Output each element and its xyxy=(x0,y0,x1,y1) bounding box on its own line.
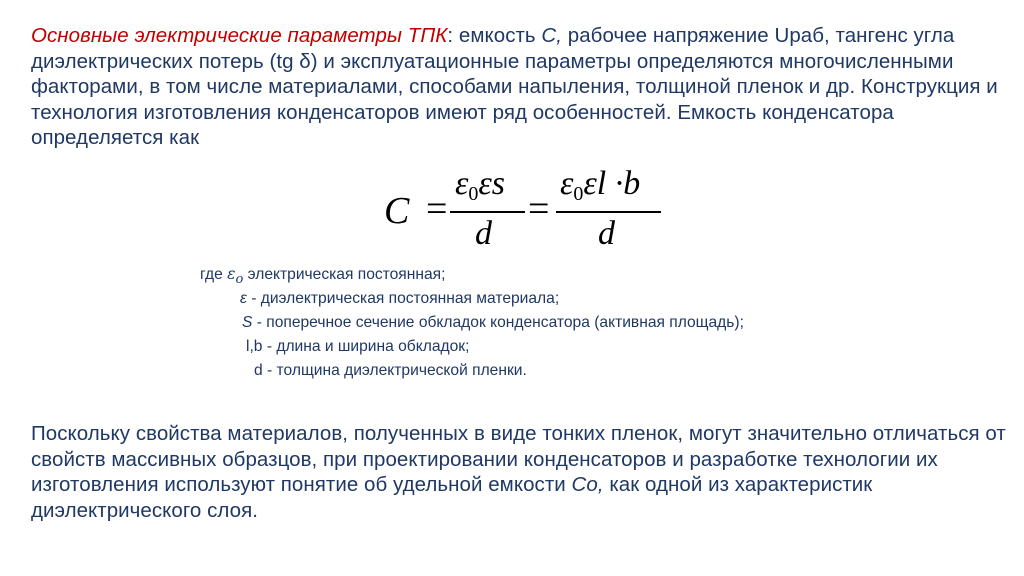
section-heading: Основные электрические параметры ТПК xyxy=(31,24,448,47)
formula-denominator-2: d xyxy=(598,215,615,252)
heading-colon: : xyxy=(447,24,454,47)
definition-epsilon xyxy=(240,287,559,311)
num2-subscript: 0 xyxy=(573,183,584,205)
def-subscript: о xyxy=(235,272,244,288)
def-text: - поперечное сечение обкладок конденсатора (активная площадь); xyxy=(252,314,744,331)
formula-numerator-1 xyxy=(455,165,505,206)
def-text: - толщина диэлектрической пленки. xyxy=(262,362,527,379)
specific-capacitance-symbol: Со, xyxy=(571,473,604,497)
definition-length-width xyxy=(246,335,469,359)
formula-equals-2: = xyxy=(528,188,550,230)
formula-equals-1: = xyxy=(426,188,448,230)
def-symbol: l,b xyxy=(246,338,263,355)
intro-text-start: емкость xyxy=(453,24,542,47)
intro-text-rest: рабочее напряжение Uраб, тангенс угла диэлектрических потерь (tg δ) и эксплуатационные параметры определяются многочисленными факторами, в том числе материалами, способами напыления, толщиной пленок и др. Конструкция и технология изготовления конденсаторов имеют ряд особенностей. Емкость конденсатора определяется как xyxy=(31,24,998,150)
formula-lhs: C xyxy=(384,190,410,232)
definition-thickness xyxy=(254,359,527,383)
fraction-bar-2 xyxy=(556,211,661,213)
def-prefix: где xyxy=(200,266,228,283)
def-symbol: S xyxy=(242,314,253,331)
num1-rest: εs xyxy=(478,165,506,202)
fraction-bar-1 xyxy=(450,211,525,213)
def-symbol: ε xyxy=(240,290,247,307)
num1-epsilon: ε xyxy=(455,165,469,202)
conclusion-paragraph xyxy=(31,421,1016,523)
num2-epsilon: ε xyxy=(560,165,574,202)
def-text: - диэлектрическая постоянная материала; xyxy=(246,290,560,307)
conclusion-text-start: Поскольку свойства материалов, полученных в виде тонких пленок, могут значительно отличаться от свойств массивных образцов, при проектировании конденсаторов и разработке технологии их изготовления используют понятие об удельной емкости xyxy=(31,422,1006,497)
def-symbol: ε xyxy=(227,265,236,283)
num1-subscript: 0 xyxy=(468,183,479,205)
conclusion-text-rest: как одной из характеристик диэлектрического слоя. xyxy=(31,473,873,522)
capacitance-formula xyxy=(380,165,680,260)
def-symbol: d xyxy=(254,362,263,379)
num2-rest: εl ·b xyxy=(583,165,641,202)
formula-denominator-1: d xyxy=(475,215,492,252)
capacitance-symbol: С, xyxy=(541,24,563,47)
def-text: - длина и ширина обкладок; xyxy=(262,338,470,355)
def-text: электрическая постоянная; xyxy=(243,266,446,283)
intro-paragraph xyxy=(31,23,1016,151)
formula-numerator-2 xyxy=(560,165,640,206)
definition-area xyxy=(242,311,744,335)
